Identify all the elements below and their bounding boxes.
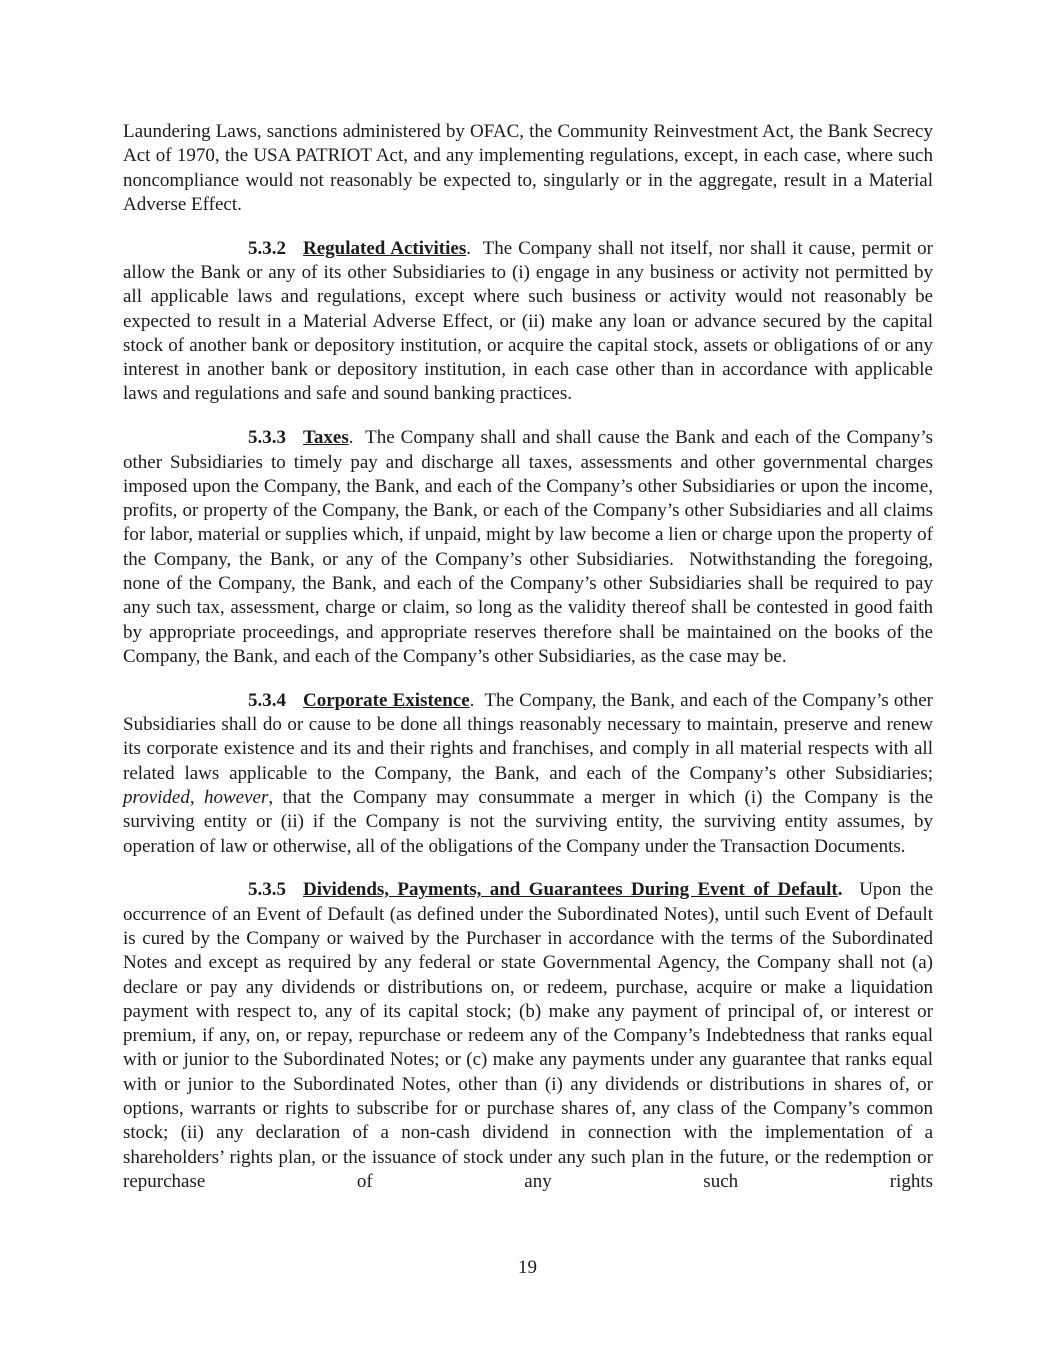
document-body: [123, 120, 933, 1214]
section-heading: Taxes: [303, 427, 349, 449]
body-text: . The Company shall not itself, nor shall it cause, permit or allow the Bank or any of its other Subsidiaries to (i) engage in any business or activity not permitted by all applicable laws and regulations, except where such business or activity would not reasonably be expected to result in a Material Adverse Effect, or (ii) make any loan or advance secured by the capital stock of another bank or depository institution, or acquire the capital stock, assets or obligations of or any interest in another bank or depository institution, in each case other than in accordance with applicable laws and regulations and safe and sound banking practices.: [123, 237, 933, 405]
section-5-3-3: [123, 426, 933, 669]
section-number: 5.3.5: [248, 879, 286, 901]
section-heading: Dividends, Payments, and Guarantees During Event of Default: [303, 879, 838, 901]
body-text: Upon the occurrence of an Event of Default (as defined under the Subordinated Notes), until such Event of Default is cured by the Company or waived by the Purchaser in accordance with the terms of the Subordinated Notes and except as required by any federal or state Governmental Agency, the Company shall not (a) declare or pay any dividends or distributions on, or redeem, purchase, acquire or make a liquidation payment with respect to, any of its capital stock; (b) make any payment of principal of, or interest or premium, if any, on, or repay, repurchase or redeem any of the Company’s Indebtedness that ranks equal with or junior to the Subordinated Notes; or (c) make any payments under any guarantee that ranks equal with or junior to the Subordinated Notes, other than (i) any dividends or distributions in shares of, or options, warrants or rights to subscribe for or purchase shares of, any class of the Company’s common stock; (ii) any declaration of a non-cash dividend in connection with the implementation of a shareholders’ rights plan, or the issuance of stock under any such plan in the future, or the redemption or repurchase of any such rights: [123, 879, 934, 1192]
section-5-3-4: [123, 689, 933, 859]
heading-period: .: [837, 879, 843, 901]
proviso-italic: provided: [123, 786, 190, 808]
section-5-3-2: [123, 237, 933, 407]
section-number: 5.3.2: [248, 237, 286, 259]
proviso-italic: however: [204, 786, 269, 808]
section-heading: Regulated Activities: [303, 237, 467, 259]
section-5-3-5: [123, 878, 933, 1194]
page-number: 19: [518, 1257, 537, 1278]
body-text: . The Company shall and shall cause the Bank and each of the Company’s other Subsidiaries to timely pay and discharge all taxes, assessments and other governmental charges imposed upon the Company, the Bank, and each of the Company’s other Subsidiaries or upon the income, profits, or property of the Company, the Bank, or each of the Company’s other Subsidiaries and all claims for labor, material or supplies which, if unpaid, might by law become a lien or charge upon the property of the Company, the Bank, or any of the Company’s other Subsidiaries. Notwithstanding the foregoing, none of the Company, the Bank, and each of the Company’s other Subsidiaries shall be required to pay any such tax, assessment, charge or claim, so long as the validity thereof shall be contested in good faith by appropriate proceedings, and appropriate reserves therefore shall be maintained on the books of the Company, the Bank, and each of the Company’s other Subsidiaries, as the case may be.: [123, 427, 933, 667]
body-text: . The Company, the Bank, and each of the Company’s other Subsidiaries shall do or cause to be done all things reasonably necessary to maintain, preserve and renew its corporate existence and its and their rights and franchises, and comply in all material respects with all related laws applicable to the Company, the Bank, and each of the Company’s other Subsidiaries;: [123, 689, 933, 784]
continuation-paragraph: [123, 120, 933, 217]
section-heading: Corporate Existence: [303, 689, 470, 711]
body-text: ,: [189, 786, 204, 808]
section-number: 5.3.4: [248, 689, 286, 711]
section-number: 5.3.3: [248, 427, 286, 449]
body-text: , that the Company may consummate a merger in which (i) the Company is the surviving entity or (ii) if the Company is not the surviving entity, the surviving entity assumes, by operation of law or otherwise, all of the obligations of the Company under the Transaction Documents.: [123, 786, 933, 857]
body-text: Laundering Laws, sanctions administered by OFAC, the Community Reinvestment Act, the Bank Secrecy Act of 1970, the USA PATRIOT Act, and any implementing regulations, except, in each case, where such noncompliance would not reasonably be expected to, singularly or in the aggregate, result in a Material Adverse Effect.: [123, 121, 933, 215]
